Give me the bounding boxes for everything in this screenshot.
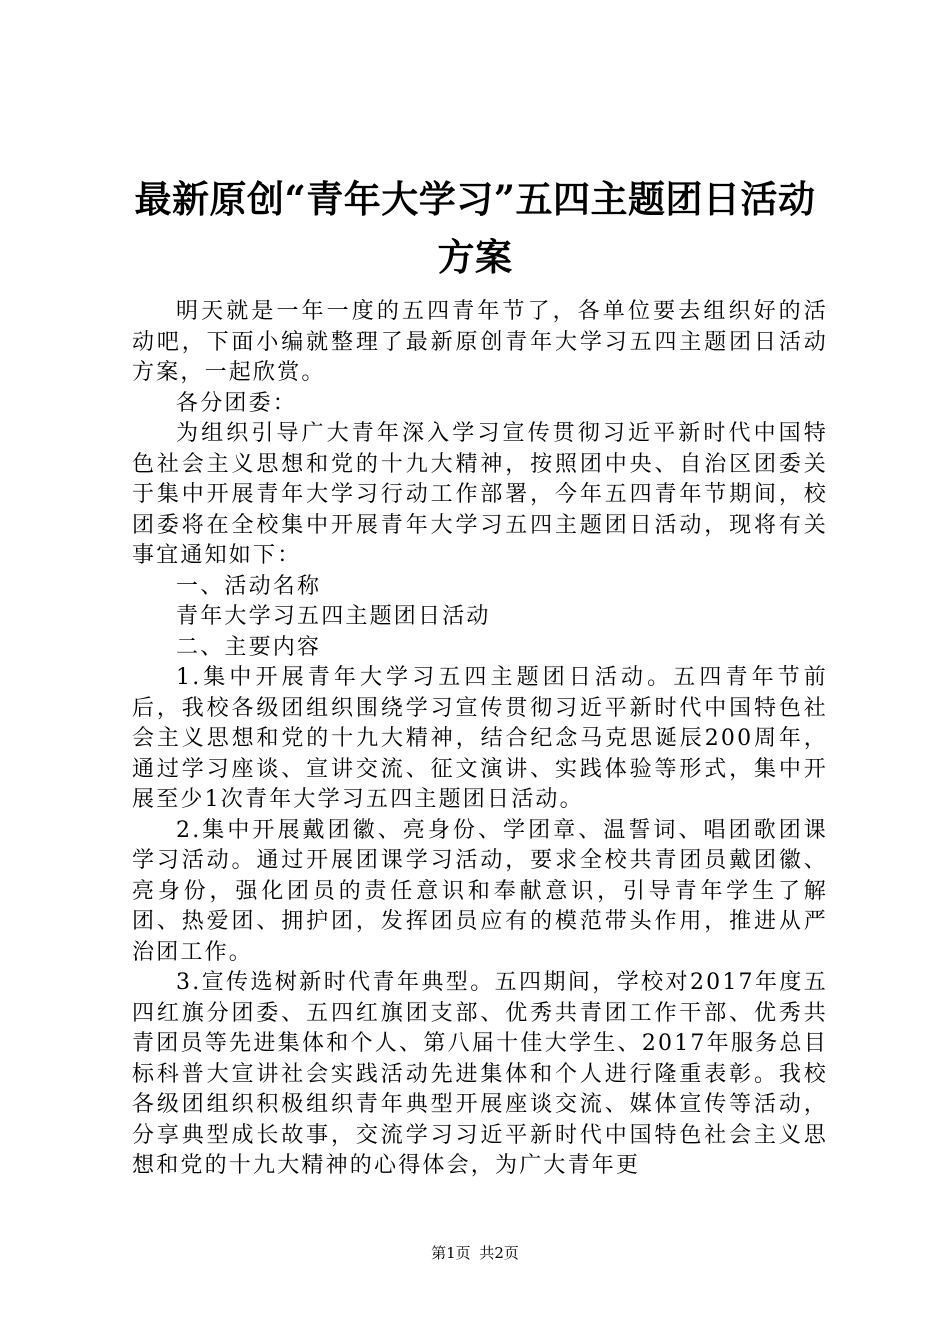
paragraph-item-1: 1.集中开展青年大学习五四主题团日活动。五四青年节前后，我校各级团组织围绕学习宣传贯彻习近平新时代中国特色社会主义思想和党的十九大精神，结合纪念马克思诞辰200周年，通过学习座谈、宣讲交流、征文演讲、实践体验等形式，集中开展至少1次青年大学习五四主题团日活动。 bbox=[132, 665, 828, 812]
paragraph-intro: 明天就是一年一度的五四青年节了，各单位要去组织好的活动吧，下面小编就整理了最新原创青年大学习五四主题团日活动方案，一起欣赏。 bbox=[132, 299, 828, 385]
document-body bbox=[132, 297, 828, 1182]
document-title: 最新原创“青年大学习”五四主题团日活动方案 bbox=[134, 177, 816, 279]
heading-main-content: 二、主要内容 bbox=[176, 634, 322, 660]
heading-activity-name: 一、活动名称 bbox=[176, 573, 322, 599]
paragraph-item-3: 3.宣传选树新时代青年典型。五四期间，学校对2017年度五四红旗分团委、五四红旗团支部、优秀共青团工作干部、优秀共青团员等先进集体和个人、第八届十佳大学生、2017年服务总目标科普大宣讲社会实践活动先进集体和个人进行隆重表彰。我校各级团组织积极组织青年典型开展座谈交流、媒体宣传等活动，分享典型成长故事，交流学习习近平新时代中国特色社会主义思想和党的十九大精神的心得体会，为广大青年更 bbox=[132, 970, 828, 1178]
paragraph-purpose: 为组织引导广大青年深入学习宣传贯彻习近平新时代中国特色社会主义思想和党的十九大精神，按照团中央、自治区团委关于集中开展青年大学习行动工作部署，今年五四青年节期间，校团委将在全校集中开展青年大学习五四主题团日活动，现将有关事宜通知如下： bbox=[132, 421, 828, 568]
paragraph-activity-name: 青年大学习五四主题团日活动 bbox=[176, 604, 491, 629]
page-total: 共2页 bbox=[479, 1244, 519, 1262]
paragraph-item-2: 2.集中开展戴团徽、亮身份、学团章、温誓词、唱团歌团课学习活动。通过开展团课学习活动，要求全校共青团员戴团徽、亮身份，强化团员的责任意识和奉献意识，引导青年学生了解团、热爱团、拥护团，发挥团员应有的模范带头作用，推进从严治团工作。 bbox=[132, 817, 828, 965]
paragraph-salutation: 各分团委： bbox=[176, 390, 298, 416]
page-footer bbox=[0, 1242, 950, 1263]
page-number: 第1页 bbox=[431, 1244, 471, 1262]
